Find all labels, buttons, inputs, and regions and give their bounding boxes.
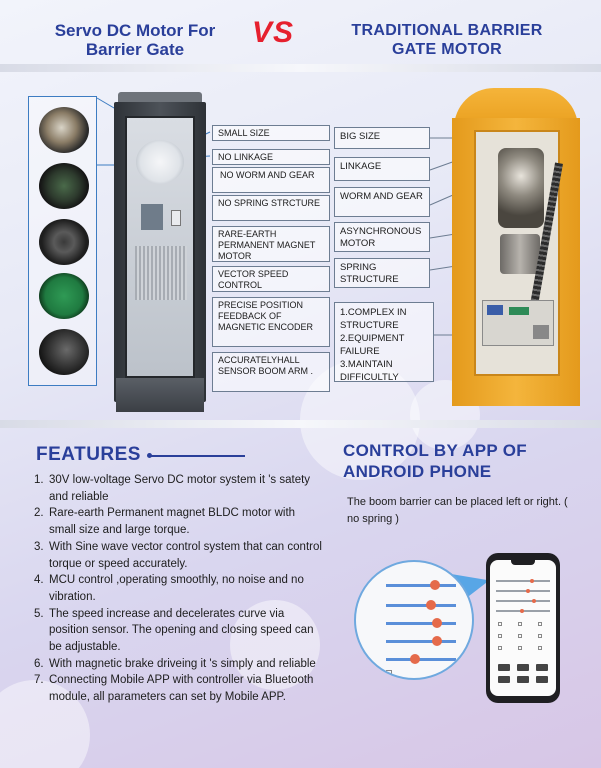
asynchronous-motor [500,234,540,274]
feature-item [34,539,324,572]
slider-knob [426,600,436,610]
servo-label-hall-sensor: ACCURATELYHALL SENSOR BOOM ARM . [212,352,330,392]
screen-button [517,664,529,671]
feature-number: 3. [34,540,44,553]
worm-gear [498,148,544,228]
feature-number: 4. [34,574,44,587]
traditional-label-async-motor: ASYNCHRONOUS MOTOR [334,222,430,252]
screen-checkbox [518,622,522,626]
feature-text: Connecting Mobile APP with controller via Bluetooth module, all parameters can set by Mobile APP. [49,674,314,704]
servo-barrier-cabinet-image [114,92,206,404]
features-title-underline [149,455,245,457]
breaker-switch [171,210,181,226]
feature-text: With magnetic brake driveing it 's simply and reliable [49,657,316,670]
features-list [34,472,324,706]
power-supply [135,246,187,300]
speed-slider [386,584,456,587]
screen-slider [496,580,550,582]
feature-text: With Sine wave vector control system that can control torque or speed accurately. [49,540,322,570]
board-chip [533,325,549,339]
feature-text: The speed increase and decelerates curve via position sensor. The opening and closing speed can be adjustable. [49,607,314,654]
traditional-label-worm-gear: WORM AND GEAR [334,187,430,217]
feature-text: 30V low-voltage Servo DC motor system it 's satety and reliable [49,474,311,503]
servo-label-no-spring: NO SPRING STRCTURE [212,195,330,221]
screen-button [498,676,510,683]
screen-checkbox [538,634,542,638]
app-zoom-circle [354,560,474,680]
screen-checkbox [498,634,502,638]
screen-button [536,664,548,671]
feature-number: 6. [34,657,44,670]
android-phone-image [486,553,560,703]
screen-button [536,676,548,683]
servo-label-no-worm-gear: NO WORM AND GEAR [212,167,330,193]
screen-slider-knob [520,609,524,613]
feature-item [34,505,324,538]
traditional-label-drawbacks: 1.COMPLEX IN STRUCTURE 2.EQUIPMENT FAILURE 3.MAINTAIN DIFFICULTLY [334,302,434,382]
feature-text: Rare-earth Permanent magnet BLDC motor with small size and large torque. [49,507,296,537]
screen-slider [496,600,550,602]
speed-slider [386,604,456,607]
speed-slider [386,658,456,661]
feature-item [34,672,324,705]
screen-checkbox [538,646,542,650]
feature-number: 5. [34,607,44,620]
servo-label-vector-speed: VECTOR SPEED CONTROL [212,266,330,292]
screen-checkbox [498,646,502,650]
board-chip [487,305,503,315]
screen-button [517,676,529,683]
features-title: FEATURES [36,444,141,465]
screen-slider [496,590,550,592]
servo-label-position-feedback: PRECISE POSITION FEEDBACK OF MAGNETIC ENCODER [212,297,330,347]
traditional-title-line1: TRADITIONAL BARRIER [351,22,543,39]
screen-slider-knob [526,589,530,593]
cabinet-body [114,102,206,402]
app-control-title: CONTROL BY APP OF ANDROID PHONE [343,441,527,481]
servo-label-no-linkage: NO LINKAGE [212,149,330,165]
slider-knob [430,580,440,590]
speed-slider [386,622,456,625]
feature-number: 7. [34,674,44,687]
servo-motor-disk [136,140,184,184]
feature-item [34,472,324,505]
screen-slider-knob [530,579,534,583]
app-description: The boom barrier can be placed left or right. ( no spring ) [347,496,568,525]
control-board [482,300,554,346]
traditional-label-spring: SPRING STRUCTURE [334,258,430,288]
traditional-barrier-cabinet-image [452,88,580,406]
cabinet-interior [125,116,195,378]
speed-slider [386,640,456,643]
feature-item [34,606,324,656]
section-divider [0,420,601,428]
traditional-title-line2: GATE MOTOR [392,41,502,58]
screen-checkbox [538,622,542,626]
cabinet-interior [474,130,560,376]
phone-notch [511,560,535,565]
feature-number: 2. [34,507,44,520]
controller-box [141,204,163,230]
board-chip [509,307,529,315]
traditional-label-linkage: LINKAGE [334,157,430,181]
feature-number: 1. [34,474,44,486]
slider-knob [410,654,420,664]
screen-checkbox [518,646,522,650]
servo-label-small-size: SMALL SIZE [212,125,330,141]
servo-title-line1: Servo DC Motor For [54,21,216,40]
screen-checkbox [498,622,502,626]
servo-label-rare-earth-motor: RARE-EARTH PERMANENT MAGNET MOTOR [212,226,330,262]
slider-knob [432,618,442,628]
servo-title-line2: Barrier Gate [85,40,185,59]
cabinet-body [452,118,580,406]
feature-text: MCU control ,operating smoothly, no noise and no vibration. [49,574,304,603]
screen-button [498,664,510,671]
checkbox-icon [386,670,392,676]
phone-screen [490,560,556,696]
vs-label: VS [252,16,295,49]
screen-slider-knob [532,599,536,603]
cabinet-base [116,378,204,412]
screen-checkbox [518,634,522,638]
traditional-label-big-size: BIG SIZE [334,127,430,149]
feature-item [34,572,324,605]
slider-knob [432,636,442,646]
feature-item [34,656,324,673]
